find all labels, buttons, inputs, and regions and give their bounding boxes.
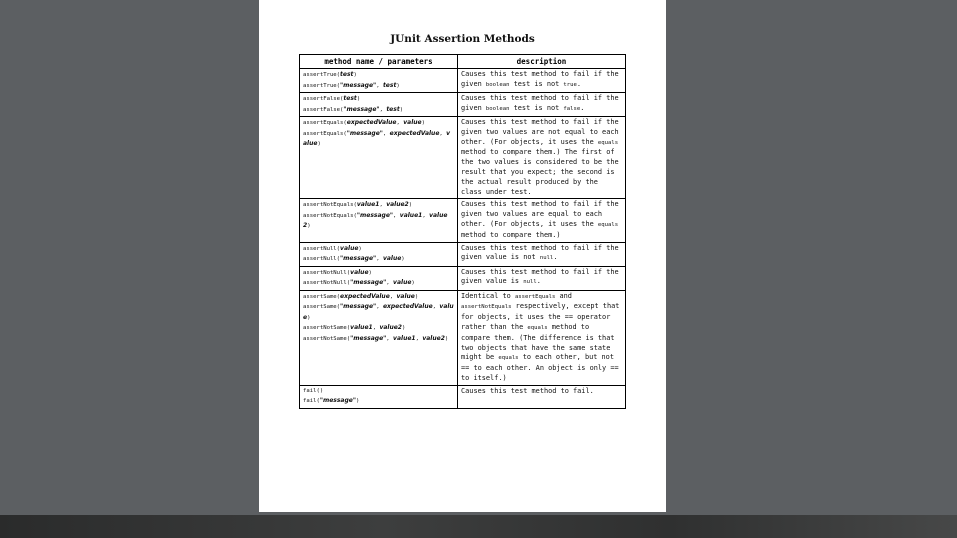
parameter-name: expectedValue: [389, 129, 440, 137]
method-signature: [303, 292, 454, 303]
method-text: assertNotEquals(: [303, 212, 357, 219]
method-text: assertEquals(: [303, 130, 347, 137]
method-text: ): [399, 106, 404, 113]
method-text: ,: [376, 304, 383, 311]
parameter-name: expectedValue: [346, 119, 397, 126]
method-signatures-cell: [300, 117, 458, 199]
method-text: ): [421, 120, 425, 126]
method-text: ,: [393, 212, 400, 219]
parameter-name: "message": [350, 279, 387, 287]
parameter-name: expectedValue: [382, 303, 433, 311]
description-text: Causes this test method to fail if the given value is: [461, 267, 619, 286]
parameter-name: value: [303, 303, 454, 321]
method-text: ): [358, 245, 362, 252]
method-text: ): [353, 72, 357, 78]
method-signature: [303, 70, 454, 81]
description-text: respectively, except that for objects, it uses the == operator rather than the: [461, 302, 620, 331]
parameter-name: "message": [340, 255, 377, 263]
parameter-name: value1: [356, 201, 380, 209]
inline-code: assertEquals: [514, 293, 556, 300]
method-signature: [303, 396, 454, 407]
parameter-name: expectedValue: [340, 292, 390, 300]
parameter-name: value1: [350, 324, 373, 332]
method-text: ): [414, 293, 419, 300]
inline-code: equals: [597, 221, 619, 228]
parameter-name: value2: [379, 324, 402, 332]
method-text: assertNull(: [303, 245, 341, 252]
parameter-name: value: [396, 292, 415, 300]
parameter-name: value1: [399, 211, 423, 219]
parameter-name: value2: [386, 201, 409, 209]
parameter-name: value2: [303, 211, 448, 230]
description-text: method to compare them.) The first of the two values is considered to be the result that you expect; the second is the actual result produced by the class under test.: [461, 148, 619, 196]
method-signatures-cell: [300, 385, 458, 408]
method-text: assertTrue(: [303, 82, 341, 89]
table-row: [300, 117, 626, 199]
table-row: [300, 266, 626, 290]
method-text: assertNull(: [303, 256, 341, 263]
table-row: [300, 385, 626, 408]
table-row: [300, 199, 626, 242]
method-signature: [303, 105, 454, 116]
parameter-name: test: [382, 81, 397, 89]
method-text: assertSame(: [303, 293, 341, 300]
parameter-name: "message": [319, 397, 356, 405]
inline-code: null: [539, 255, 554, 262]
description-text: .: [576, 79, 582, 88]
table-row: [300, 93, 626, 117]
header-methods: method name / parameters: [300, 55, 458, 69]
method-signature: [303, 278, 454, 289]
inline-code: null: [523, 279, 537, 286]
parameter-name: value1: [393, 334, 416, 342]
document-page: [259, 0, 666, 512]
method-text: ,: [372, 325, 380, 332]
assertion-methods-table: [299, 54, 626, 409]
parameter-name: value: [403, 119, 422, 126]
method-text: ,: [379, 106, 387, 113]
parameter-name: "message": [346, 129, 383, 137]
description-cell: [458, 199, 626, 242]
method-signatures-cell: [300, 69, 458, 93]
method-signatures-cell: [300, 242, 458, 266]
parameter-name: value: [340, 244, 359, 252]
description-text: method to compare them. (The difference is that two objects that have the same state might be: [461, 322, 615, 362]
inline-code: assertNotEquals: [461, 304, 512, 311]
method-text: ): [408, 202, 413, 209]
inline-code: equals: [597, 139, 619, 146]
description-cell: [458, 266, 626, 290]
description-text: and: [555, 291, 572, 300]
parameter-name: "message": [350, 334, 387, 342]
method-text: assertNotNull(: [303, 280, 351, 287]
method-text: ,: [382, 130, 390, 137]
parameter-name: test: [343, 95, 357, 102]
description-text: Causes this test method to fail if the given: [461, 70, 619, 88]
method-signatures-cell: [300, 93, 458, 117]
method-text: ): [368, 269, 372, 276]
method-signature: [303, 200, 454, 211]
method-text: ): [411, 280, 415, 287]
method-text: ,: [376, 82, 383, 89]
method-signature: [303, 81, 454, 92]
table-body: [300, 69, 626, 409]
method-text: ,: [379, 202, 387, 209]
inline-code: equals: [527, 324, 548, 331]
description-text: Causes this test method to fail.: [461, 386, 594, 395]
description-cell: [458, 69, 626, 93]
parameter-name: value: [303, 129, 451, 147]
description-cell: [458, 93, 626, 117]
parameter-name: value: [350, 268, 369, 276]
method-signature: [303, 129, 454, 150]
method-text: ): [444, 335, 449, 342]
method-text: assertNotNull(: [303, 269, 351, 276]
desktop-background-strip: [0, 515, 957, 538]
table-row: [300, 290, 626, 385]
header-description: description: [458, 55, 626, 69]
inline-code: boolean: [485, 81, 510, 88]
inline-code: true: [563, 81, 577, 88]
description-text: .: [553, 253, 558, 262]
description-text: test is not: [509, 103, 564, 112]
method-text: assertNotEquals(: [303, 202, 357, 209]
description-cell: [458, 242, 626, 266]
parameter-name: value: [382, 255, 402, 263]
parameter-name: "message": [340, 303, 377, 311]
description-text: Causes this test method to fail if the given two values are not equal to each other. (For objects, it uses the: [461, 118, 619, 146]
method-text: ): [307, 314, 311, 321]
method-text: ): [401, 256, 405, 263]
description-text: Causes this test method to fail if the given: [461, 94, 619, 112]
method-signatures-cell: [300, 266, 458, 290]
method-text: ): [317, 141, 321, 147]
method-text: ,: [422, 212, 430, 219]
method-text: ,: [396, 120, 404, 126]
inline-code: boolean: [485, 105, 510, 112]
method-signature: [303, 387, 454, 397]
method-text: ,: [386, 335, 394, 342]
method-text: ,: [386, 280, 394, 287]
method-signatures-cell: [300, 199, 458, 242]
method-text: ,: [376, 256, 383, 263]
method-signature: [303, 334, 454, 345]
description-text: Identical to: [461, 291, 515, 300]
method-text: assertFalse(: [303, 106, 344, 113]
method-text: ): [396, 82, 400, 89]
table-header-row: [300, 55, 626, 69]
description-text: Causes this test method to fail if the given two values are equal to each other. (For objects, it uses the: [461, 200, 619, 228]
method-signature: [303, 211, 454, 232]
method-text: ,: [432, 304, 440, 311]
inline-code: equals: [498, 355, 519, 362]
method-text: assertFalse(: [303, 96, 344, 102]
method-text: fail(: [303, 398, 320, 405]
parameter-name: test: [386, 105, 400, 113]
description-cell: [458, 385, 626, 408]
description-cell: [458, 117, 626, 199]
parameter-name: value: [393, 279, 412, 287]
method-signature: [303, 268, 454, 279]
description-text: .: [580, 103, 585, 112]
method-text: assertNotSame(: [303, 325, 351, 332]
method-text: assertNotSame(: [303, 335, 351, 342]
method-text: ): [355, 398, 360, 405]
table-row: [300, 69, 626, 93]
description-text: test is not: [509, 79, 564, 88]
method-text: ,: [389, 293, 397, 300]
description-text: method to compare them.): [461, 230, 561, 239]
method-signature: [303, 244, 454, 255]
description-text: Causes this test method to fail if the given value is not: [461, 243, 619, 262]
method-text: ): [307, 223, 311, 230]
method-text: ,: [439, 130, 447, 137]
method-text: assertEquals(: [303, 120, 347, 126]
parameter-name: "message": [340, 81, 377, 89]
method-text: ): [356, 96, 361, 102]
method-text: ,: [415, 335, 423, 342]
description-text: .: [536, 277, 541, 286]
method-signature: [303, 254, 454, 265]
document-title: JUnit Assertion Methods: [390, 33, 535, 45]
method-text: assertSame(: [303, 304, 341, 311]
inline-code: false: [563, 105, 581, 112]
description-text: to each other, but not == to each other. An object is only == to itself.): [461, 353, 619, 382]
method-signature: [303, 323, 454, 334]
method-signature: [303, 118, 454, 129]
method-text: ): [402, 325, 406, 332]
method-signatures-cell: [300, 290, 458, 385]
method-signature: [303, 302, 454, 323]
parameter-name: "message": [356, 211, 394, 219]
parameter-name: value2: [422, 334, 445, 342]
parameter-name: test: [340, 71, 354, 78]
description-cell: [458, 290, 626, 385]
method-text: fail(): [303, 387, 324, 394]
method-text: assertTrue(: [303, 72, 341, 78]
table-row: [300, 242, 626, 266]
method-signature: [303, 94, 454, 105]
parameter-name: "message": [343, 105, 380, 113]
